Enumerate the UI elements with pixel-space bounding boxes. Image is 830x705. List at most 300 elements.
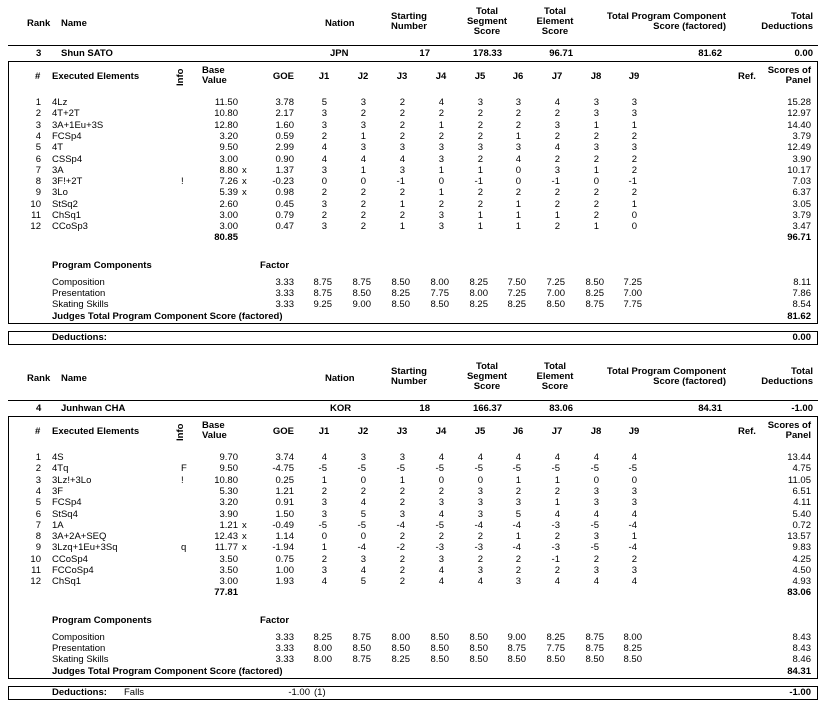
element-number: 9: [35, 542, 41, 554]
element-judge-3: 3: [399, 452, 405, 463]
name-header: Name: [61, 373, 87, 384]
element-number: 7: [35, 164, 41, 176]
component-judge-8: 8.25: [585, 287, 604, 299]
element-judge-3: 2: [399, 553, 405, 565]
element-judge-1: 0: [321, 531, 327, 543]
element-judge-3: 3: [399, 142, 405, 154]
deductions-count: (1): [314, 687, 326, 698]
element-judge-7: 2: [554, 485, 560, 497]
judges-total-pcs-value: 84.31: [787, 665, 811, 677]
element-goe: 0.90: [275, 153, 294, 165]
component-judge-3: 8.25: [391, 654, 410, 666]
element-panel-score: 3.79: [792, 210, 811, 221]
element-judge-8: 3: [593, 97, 599, 108]
element-judge-2: 2: [360, 210, 366, 221]
element-base-value: 3.50: [219, 565, 238, 576]
component-judge-5: 8.25: [469, 276, 488, 288]
element-row: [8, 154, 818, 165]
element-judge-7: 3: [554, 119, 560, 131]
element-name: 3Lz!+3Lo: [52, 474, 92, 486]
element-name: 3F: [52, 485, 64, 497]
component-judge-4: 8.00: [430, 276, 449, 288]
element-name: 4Lz: [52, 97, 68, 108]
element-bonus-mark: x: [242, 531, 247, 543]
element-judge-3: 2: [399, 497, 405, 509]
element-judge-1: 4: [321, 142, 327, 154]
judge-header-1: J1: [318, 71, 330, 82]
element-name: 4S: [52, 452, 64, 463]
ref-header: Ref.: [738, 71, 756, 82]
element-judge-4: 2: [438, 108, 444, 120]
element-goe: 0.59: [275, 130, 294, 142]
component-score: 8.43: [792, 642, 811, 654]
element-panel-score: 4.11: [793, 497, 811, 509]
component-judge-1: 8.75: [313, 287, 332, 299]
element-judge-5: 2: [477, 531, 483, 543]
element-judge-9: -1: [628, 176, 637, 188]
element-goe: 0.91: [275, 497, 294, 509]
deductions-value: -1.00: [288, 687, 310, 698]
element-row: [8, 497, 818, 508]
component-score: 8.46: [792, 654, 811, 666]
component-name: Presentation: [52, 287, 106, 299]
total-pcs-value: 81.62: [698, 48, 722, 59]
element-goe: 1.00: [275, 565, 294, 576]
element-base-value: 11.77: [214, 542, 238, 554]
element-judge-1: 1: [321, 542, 327, 554]
element-judge-9: 4: [631, 576, 637, 588]
element-judge-1: 3: [321, 497, 327, 509]
element-row: [8, 187, 818, 198]
element-base-value: 7.26: [219, 176, 238, 188]
judge-header-3: J3: [396, 426, 408, 437]
nation-value: KOR: [330, 403, 352, 414]
element-judge-3: -4: [396, 519, 405, 531]
element-number: 2: [35, 463, 41, 475]
element-judge-9: 4: [631, 452, 637, 463]
element-row: [8, 520, 818, 531]
total-pcs-value: 84.31: [698, 403, 722, 414]
element-judge-6: 1: [515, 210, 521, 221]
component-score: 7.86: [792, 287, 811, 299]
element-bonus-mark: x: [242, 542, 247, 554]
element-judge-9: 3: [631, 97, 637, 108]
element-row: [8, 210, 818, 221]
element-judge-7: 2: [554, 531, 560, 543]
element-judge-3: 2: [399, 97, 405, 108]
nation-header: Nation: [325, 18, 355, 29]
element-judge-5: 2: [477, 130, 483, 142]
judge-header-9: J9: [628, 71, 640, 82]
element-base-value: 11.50: [214, 97, 238, 108]
element-judge-7: -5: [551, 463, 560, 475]
element-judge-4: 2: [438, 531, 444, 543]
element-base-value: 3.00: [219, 210, 238, 221]
component-factor: 3.33: [275, 276, 294, 288]
element-judge-6: 4: [515, 452, 521, 463]
element-judge-4: 4: [438, 508, 444, 520]
element-judge-7: 4: [554, 508, 560, 520]
element-number: 6: [35, 508, 41, 520]
element-name: 1A: [52, 519, 64, 531]
element-base-value: 3.00: [219, 576, 238, 588]
element-name: FCCoSp4: [52, 565, 94, 576]
component-factor: 3.33: [275, 654, 294, 666]
total-segment-score-header: Total Segment Score: [466, 361, 508, 392]
element-judge-4: 3: [438, 497, 444, 509]
element-judge-8: 2: [593, 553, 599, 565]
element-judge-8: 3: [593, 108, 599, 120]
element-number: 5: [35, 497, 41, 509]
element-judge-5: -5: [474, 463, 483, 475]
total-segment-score-value: 178.33: [472, 48, 502, 59]
component-judge-9: 7.75: [623, 299, 642, 311]
element-panel-score: 14.40: [787, 119, 811, 131]
element-judge-2: 1: [360, 130, 366, 142]
element-row: [8, 165, 818, 176]
element-judge-6: -4: [512, 519, 521, 531]
element-judge-6: 2: [515, 119, 521, 131]
component-name: Composition: [52, 276, 105, 288]
element-goe: 1.14: [275, 531, 294, 543]
starting-number-value: 17: [419, 48, 430, 59]
element-judge-3: 2: [399, 210, 405, 221]
element-judge-7: 2: [554, 130, 560, 142]
element-number: 8: [35, 531, 41, 543]
element-judge-1: 0: [321, 176, 327, 188]
element-score-total: 96.71: [787, 231, 811, 243]
element-judge-8: 4: [593, 508, 599, 520]
element-judge-1: 3: [321, 164, 327, 176]
element-judge-9: 3: [631, 108, 637, 120]
element-name: 3F!+2T: [52, 176, 83, 188]
total-pcs-header: Total Program Component Score (factored): [606, 366, 726, 387]
element-base-value: 5.39: [219, 187, 238, 199]
element-row: [8, 97, 818, 108]
element-judge-7: 2: [554, 221, 560, 233]
deductions-total: 0.00: [792, 332, 811, 343]
element-judge-1: 2: [321, 187, 327, 199]
element-judge-2: 5: [360, 508, 366, 520]
element-judge-8: 2: [593, 210, 599, 221]
element-goe: -1.94: [272, 542, 294, 554]
component-judge-6: 7.50: [507, 276, 526, 288]
element-judge-5: 2: [477, 108, 483, 120]
element-goe: 1.93: [275, 576, 294, 588]
element-judge-9: 2: [631, 187, 637, 199]
component-judge-3: 8.00: [391, 631, 410, 643]
component-row: [8, 288, 818, 299]
component-score: 8.54: [792, 299, 811, 311]
element-base-value: 3.50: [219, 553, 238, 565]
element-panel-score: 3.47: [792, 221, 811, 233]
element-judge-7: -1: [551, 553, 560, 565]
element-base-value: 2.60: [219, 198, 238, 210]
element-row: [8, 554, 818, 565]
element-goe: 1.50: [275, 508, 294, 520]
element-judge-8: 2: [593, 130, 599, 142]
judge-header-4: J4: [435, 71, 447, 82]
component-judge-4: 8.50: [430, 631, 449, 643]
total-deductions-value: 0.00: [794, 48, 813, 59]
deductions-panel: [8, 331, 818, 345]
element-name: 4T: [52, 142, 64, 154]
element-judge-8: 3: [593, 142, 599, 154]
element-panel-score: 6.37: [792, 187, 811, 199]
element-judge-2: 4: [360, 153, 366, 165]
element-judge-5: -1: [474, 176, 483, 188]
element-judge-3: -5: [396, 463, 405, 475]
element-number: 9: [35, 187, 41, 199]
skater-section: [8, 4, 818, 349]
element-goe: 0.79: [275, 210, 294, 221]
element-judge-5: 1: [477, 221, 483, 233]
element-judge-7: 4: [554, 576, 560, 588]
element-judge-2: 3: [360, 119, 366, 131]
component-row: [8, 277, 818, 288]
element-row: [8, 463, 818, 474]
element-judge-9: 0: [631, 221, 637, 233]
element-row: [8, 475, 818, 486]
element-judge-6: 1: [515, 198, 521, 210]
element-name: ChSq1: [52, 576, 82, 588]
element-judge-2: 2: [360, 108, 366, 120]
element-judge-9: 3: [631, 142, 637, 154]
element-judge-2: -5: [357, 519, 366, 531]
element-judge-3: -1: [396, 176, 405, 188]
skater-name: Junhwan CHA: [61, 403, 126, 414]
element-judge-8: 1: [593, 119, 599, 131]
element-judge-1: -5: [318, 463, 327, 475]
goe-header: GOE: [272, 71, 294, 82]
skater-name: Shun SATO: [61, 48, 113, 59]
element-judge-1: 2: [321, 553, 327, 565]
element-judge-8: 4: [593, 576, 599, 588]
component-judge-5: 8.00: [469, 287, 488, 299]
element-judge-3: 1: [399, 198, 405, 210]
nation-value: JPN: [330, 48, 349, 59]
element-name: StSq2: [52, 198, 78, 210]
judge-header-4: J4: [435, 426, 447, 437]
element-base-value: 12.80: [214, 119, 238, 131]
element-judge-1: 5: [321, 97, 327, 108]
element-judge-1: 2: [321, 210, 327, 221]
element-judge-5: 2: [477, 153, 483, 165]
element-goe: 1.60: [275, 119, 294, 131]
element-judge-4: 4: [438, 97, 444, 108]
element-judge-2: 3: [360, 452, 366, 463]
divider: [8, 400, 818, 401]
element-judge-4: -3: [435, 542, 444, 554]
base-value-total: 77.81: [214, 586, 238, 598]
element-number: 11: [31, 210, 41, 221]
element-judge-4: 4: [438, 576, 444, 588]
element-bonus-mark: x: [242, 519, 247, 531]
element-judge-2: 4: [360, 565, 366, 576]
component-judge-9: 8.25: [623, 642, 642, 654]
element-bonus-mark: x: [242, 164, 247, 176]
element-judge-7: 4: [554, 142, 560, 154]
ref-header: Ref.: [738, 426, 756, 437]
element-number: 6: [35, 153, 41, 165]
component-judge-1: 8.00: [313, 642, 332, 654]
component-judge-8: 8.50: [585, 654, 604, 666]
element-name: FCSp4: [52, 497, 82, 509]
element-panel-score: 9.83: [792, 542, 811, 554]
element-name: 3Lo: [52, 187, 68, 199]
component-name: Skating Skills: [52, 654, 109, 666]
element-judge-4: 3: [438, 153, 444, 165]
deductions-label: Deductions:: [52, 332, 107, 343]
judge-header-7: J7: [551, 71, 563, 82]
component-judge-7: 7.00: [546, 287, 565, 299]
element-base-value: 12.43: [214, 531, 238, 543]
info-header: Info: [175, 423, 186, 441]
element-goe: 3.78: [275, 97, 294, 108]
component-judge-7: 8.50: [546, 299, 565, 311]
element-bonus-mark: x: [242, 187, 247, 199]
element-row: [8, 565, 818, 576]
element-judge-5: 2: [477, 119, 483, 131]
element-panel-score: 5.40: [792, 508, 811, 520]
element-judge-8: -5: [590, 463, 599, 475]
element-judge-6: -4: [512, 542, 521, 554]
judge-header-9: J9: [628, 426, 640, 437]
element-panel-score: 4.75: [792, 463, 811, 475]
element-judge-9: 1: [631, 531, 637, 543]
element-goe: 1.37: [275, 164, 294, 176]
element-panel-score: 4.50: [792, 565, 811, 576]
element-panel-score: 12.49: [787, 142, 811, 154]
element-name: 3A: [52, 164, 64, 176]
component-judge-8: 8.50: [585, 276, 604, 288]
element-base-value: 8.80: [219, 164, 238, 176]
element-base-value: 3.00: [219, 221, 238, 233]
divider: [8, 45, 818, 46]
element-judge-4: 4: [438, 565, 444, 576]
element-number: 4: [35, 130, 41, 142]
total-element-score-value: 96.71: [549, 48, 573, 59]
element-judge-2: 2: [360, 187, 366, 199]
component-judge-2: 8.50: [352, 287, 371, 299]
element-judge-8: 2: [593, 153, 599, 165]
component-judge-5: 8.25: [469, 299, 488, 311]
element-number-header: #: [35, 426, 41, 437]
total-element-score-value: 83.06: [549, 403, 573, 414]
rank-value: 4: [36, 403, 42, 414]
starting-number-header: Starting Number: [391, 366, 427, 387]
element-base-value: 5.30: [219, 485, 238, 497]
component-judge-5: 8.50: [469, 654, 488, 666]
element-base-value: 3.90: [219, 508, 238, 520]
element-judge-9: 2: [631, 553, 637, 565]
element-judge-1: 3: [321, 221, 327, 233]
element-name: 4Tq: [52, 463, 69, 475]
element-judge-1: -5: [318, 519, 327, 531]
starting-number-header: Starting Number: [391, 11, 427, 32]
element-row: [8, 108, 818, 119]
element-judge-5: 3: [477, 565, 483, 576]
program-components-header: Program Components: [52, 259, 152, 271]
judge-header-6: J6: [512, 71, 524, 82]
element-judge-3: 3: [399, 164, 405, 176]
deductions-label: Deductions:: [52, 687, 107, 698]
element-judge-3: 2: [399, 119, 405, 131]
element-number: 3: [35, 474, 41, 486]
element-judge-3: 2: [399, 531, 405, 543]
element-panel-score: 3.79: [792, 130, 811, 142]
element-judge-4: 1: [438, 119, 444, 131]
element-judge-7: 4: [554, 452, 560, 463]
element-number: 1: [35, 97, 41, 108]
element-judge-6: 2: [515, 565, 521, 576]
total-element-score-header: Total Element Score: [536, 6, 574, 37]
element-goe: 1.21: [275, 485, 294, 497]
element-judge-8: 2: [593, 187, 599, 199]
element-judge-9: 2: [631, 164, 637, 176]
element-judge-8: 3: [593, 485, 599, 497]
goe-header: GOE: [272, 426, 294, 437]
element-goe: 0.75: [275, 553, 294, 565]
component-judge-2: 8.75: [352, 631, 371, 643]
component-judge-4: 8.50: [430, 654, 449, 666]
element-number: 4: [35, 485, 41, 497]
element-judge-9: -4: [628, 519, 637, 531]
element-row: [8, 452, 818, 463]
component-judge-8: 8.75: [585, 299, 604, 311]
element-judge-5: 2: [477, 187, 483, 199]
total-deductions-header: Total Deductions: [761, 11, 813, 32]
element-judge-6: -5: [512, 463, 521, 475]
element-goe: 0.25: [275, 474, 294, 486]
element-panel-score: 3.05: [792, 198, 811, 210]
element-info: !: [181, 176, 184, 188]
component-judge-1: 8.25: [313, 631, 332, 643]
element-name: 4T+2T: [52, 108, 80, 120]
element-judge-6: 2: [515, 553, 521, 565]
element-judge-9: -5: [628, 463, 637, 475]
element-goe: -4.75: [272, 463, 294, 475]
component-judge-5: 8.50: [469, 631, 488, 643]
element-judge-9: 2: [631, 153, 637, 165]
element-judge-1: 3: [321, 119, 327, 131]
element-judge-3: 4: [399, 153, 405, 165]
judges-total-pcs-value: 81.62: [787, 310, 811, 322]
element-judge-1: 4: [321, 153, 327, 165]
element-judge-6: 3: [515, 142, 521, 154]
component-judge-7: 8.50: [546, 654, 565, 666]
element-judge-1: 3: [321, 508, 327, 520]
element-base-value: 3.00: [219, 153, 238, 165]
info-header: Info: [175, 68, 186, 86]
judge-header-2: J2: [357, 426, 369, 437]
component-judge-9: 7.25: [623, 276, 642, 288]
element-judge-1: 2: [321, 130, 327, 142]
element-judge-8: 0: [593, 176, 599, 188]
component-judge-6: 9.00: [507, 631, 526, 643]
element-judge-9: -4: [628, 542, 637, 554]
element-judge-4: 2: [438, 485, 444, 497]
element-row: [8, 486, 818, 497]
component-name: Composition: [52, 631, 105, 643]
scores-of-panel-header: Scores of Panel: [767, 420, 811, 441]
element-judge-6: 3: [515, 576, 521, 588]
element-goe: 0.47: [275, 221, 294, 233]
element-goe: 2.99: [275, 142, 294, 154]
element-judge-3: 2: [399, 565, 405, 576]
component-factor: 3.33: [275, 642, 294, 654]
total-segment-score-value: 166.37: [472, 403, 502, 414]
